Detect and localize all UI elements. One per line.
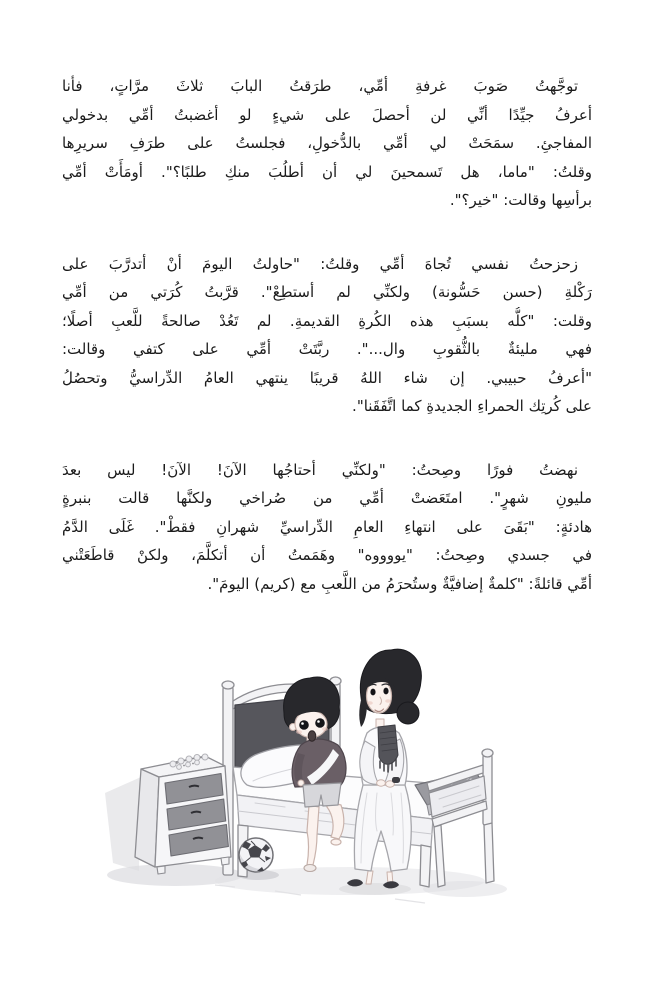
story-line: "أعرفُ حبيبي. إن شاء اللهُ قريبًا ينتهي العامُ الدِّراسيُّ وتحصُلُ: [62, 368, 592, 387]
story-line: رَكْلةِ (حسن حَسُّونة) ولكنِّي لم أستطِعْ". قرَّبتُ كُرَتي من أمِّي: [62, 283, 592, 301]
bracelet: [392, 777, 400, 783]
mother: [347, 649, 421, 888]
story-line: مليونِ شهرٍ". امتَعَضتْ أمِّي من صُراخي ولكنَّها قالت بنبرةٍ: [62, 489, 592, 507]
story-line: وقلت: "كلُّه بسبَبِ هذه الكُرةِ القديمةِ. لم تَعُدْ صالحةً للَّعبِ أصلًا؛: [62, 311, 592, 330]
story-paragraph-2: [62, 250, 592, 421]
mother-head: [359, 649, 421, 727]
story-line: هادئةٍ: "بَقَىَ على انتهاءِ العامِ الدِّراسيِّ شهرانِ فقطْ". غَلَى الدَّمُ: [62, 517, 592, 536]
story-line: أعرفُ جيِّدًا أنِّي لن أحصلَ على شيءٍ لو أغضبتُ أمِّي بدخولي: [62, 105, 592, 124]
footboard: [427, 749, 494, 887]
story-line: زحزحتُ نفسي تُجاهَ أمِّي وقلتُ: "حاولتُ اليومَ أنْ أتدرَّبَ على: [62, 254, 578, 273]
soccer-ball: [239, 838, 273, 872]
story-line: نهضتُ فورًا وصِحتُ: "ولكنِّي أحتاجُها الآنَ! الآنَ! ليس بعدَ: [62, 460, 578, 479]
story-text: [62, 72, 592, 633]
story-line: وقلتُ: "ماما، هل تَسمحينَ لي أن أطلُبَ منكِ طلبًا؟". أومَأَتْ أمِّي: [62, 162, 592, 181]
story-paragraph-1: [62, 72, 592, 215]
story-line: في جسدي وصِحتُ: "يووووه" وهَمَمتُ أن أتكلَّمَ، ولكنْ قاطَعَتْني: [62, 546, 592, 564]
boy: [284, 677, 346, 872]
story-line: أمِّي قائلةً: "كلمةٌ إضافيَّةٌ وستُحرَمُ من اللَّعبِ مع (كريم) اليومَ".: [207, 574, 592, 593]
story-line: المفاجئِ. سمَحَتْ لي أمِّي بالدُّخولِ، فجلستُ على طرَفِ سريرِها: [62, 134, 592, 152]
bedroom-illustration: [95, 635, 565, 935]
story-paragraph-3: [62, 456, 592, 599]
story-line: فهي مليئةٌ بالثُّقوبِ وال...". ربَّتَتْ أمِّي على كتفي وقالت:: [62, 340, 592, 358]
shorts: [303, 783, 341, 807]
story-line: برأسِها وقالت: "خير؟".: [449, 191, 592, 209]
story-line: توجَّهتُ صَوبَ غرفةِ أمِّي، طرَقتُ البابَ ثلاثَ مرَّاتٍ، فأنا: [62, 77, 578, 95]
nightstand: [135, 754, 231, 874]
story-line: على كُرتِك الحمراءِ الجديدةِ كما اتَّفَقَنا".: [352, 397, 592, 415]
